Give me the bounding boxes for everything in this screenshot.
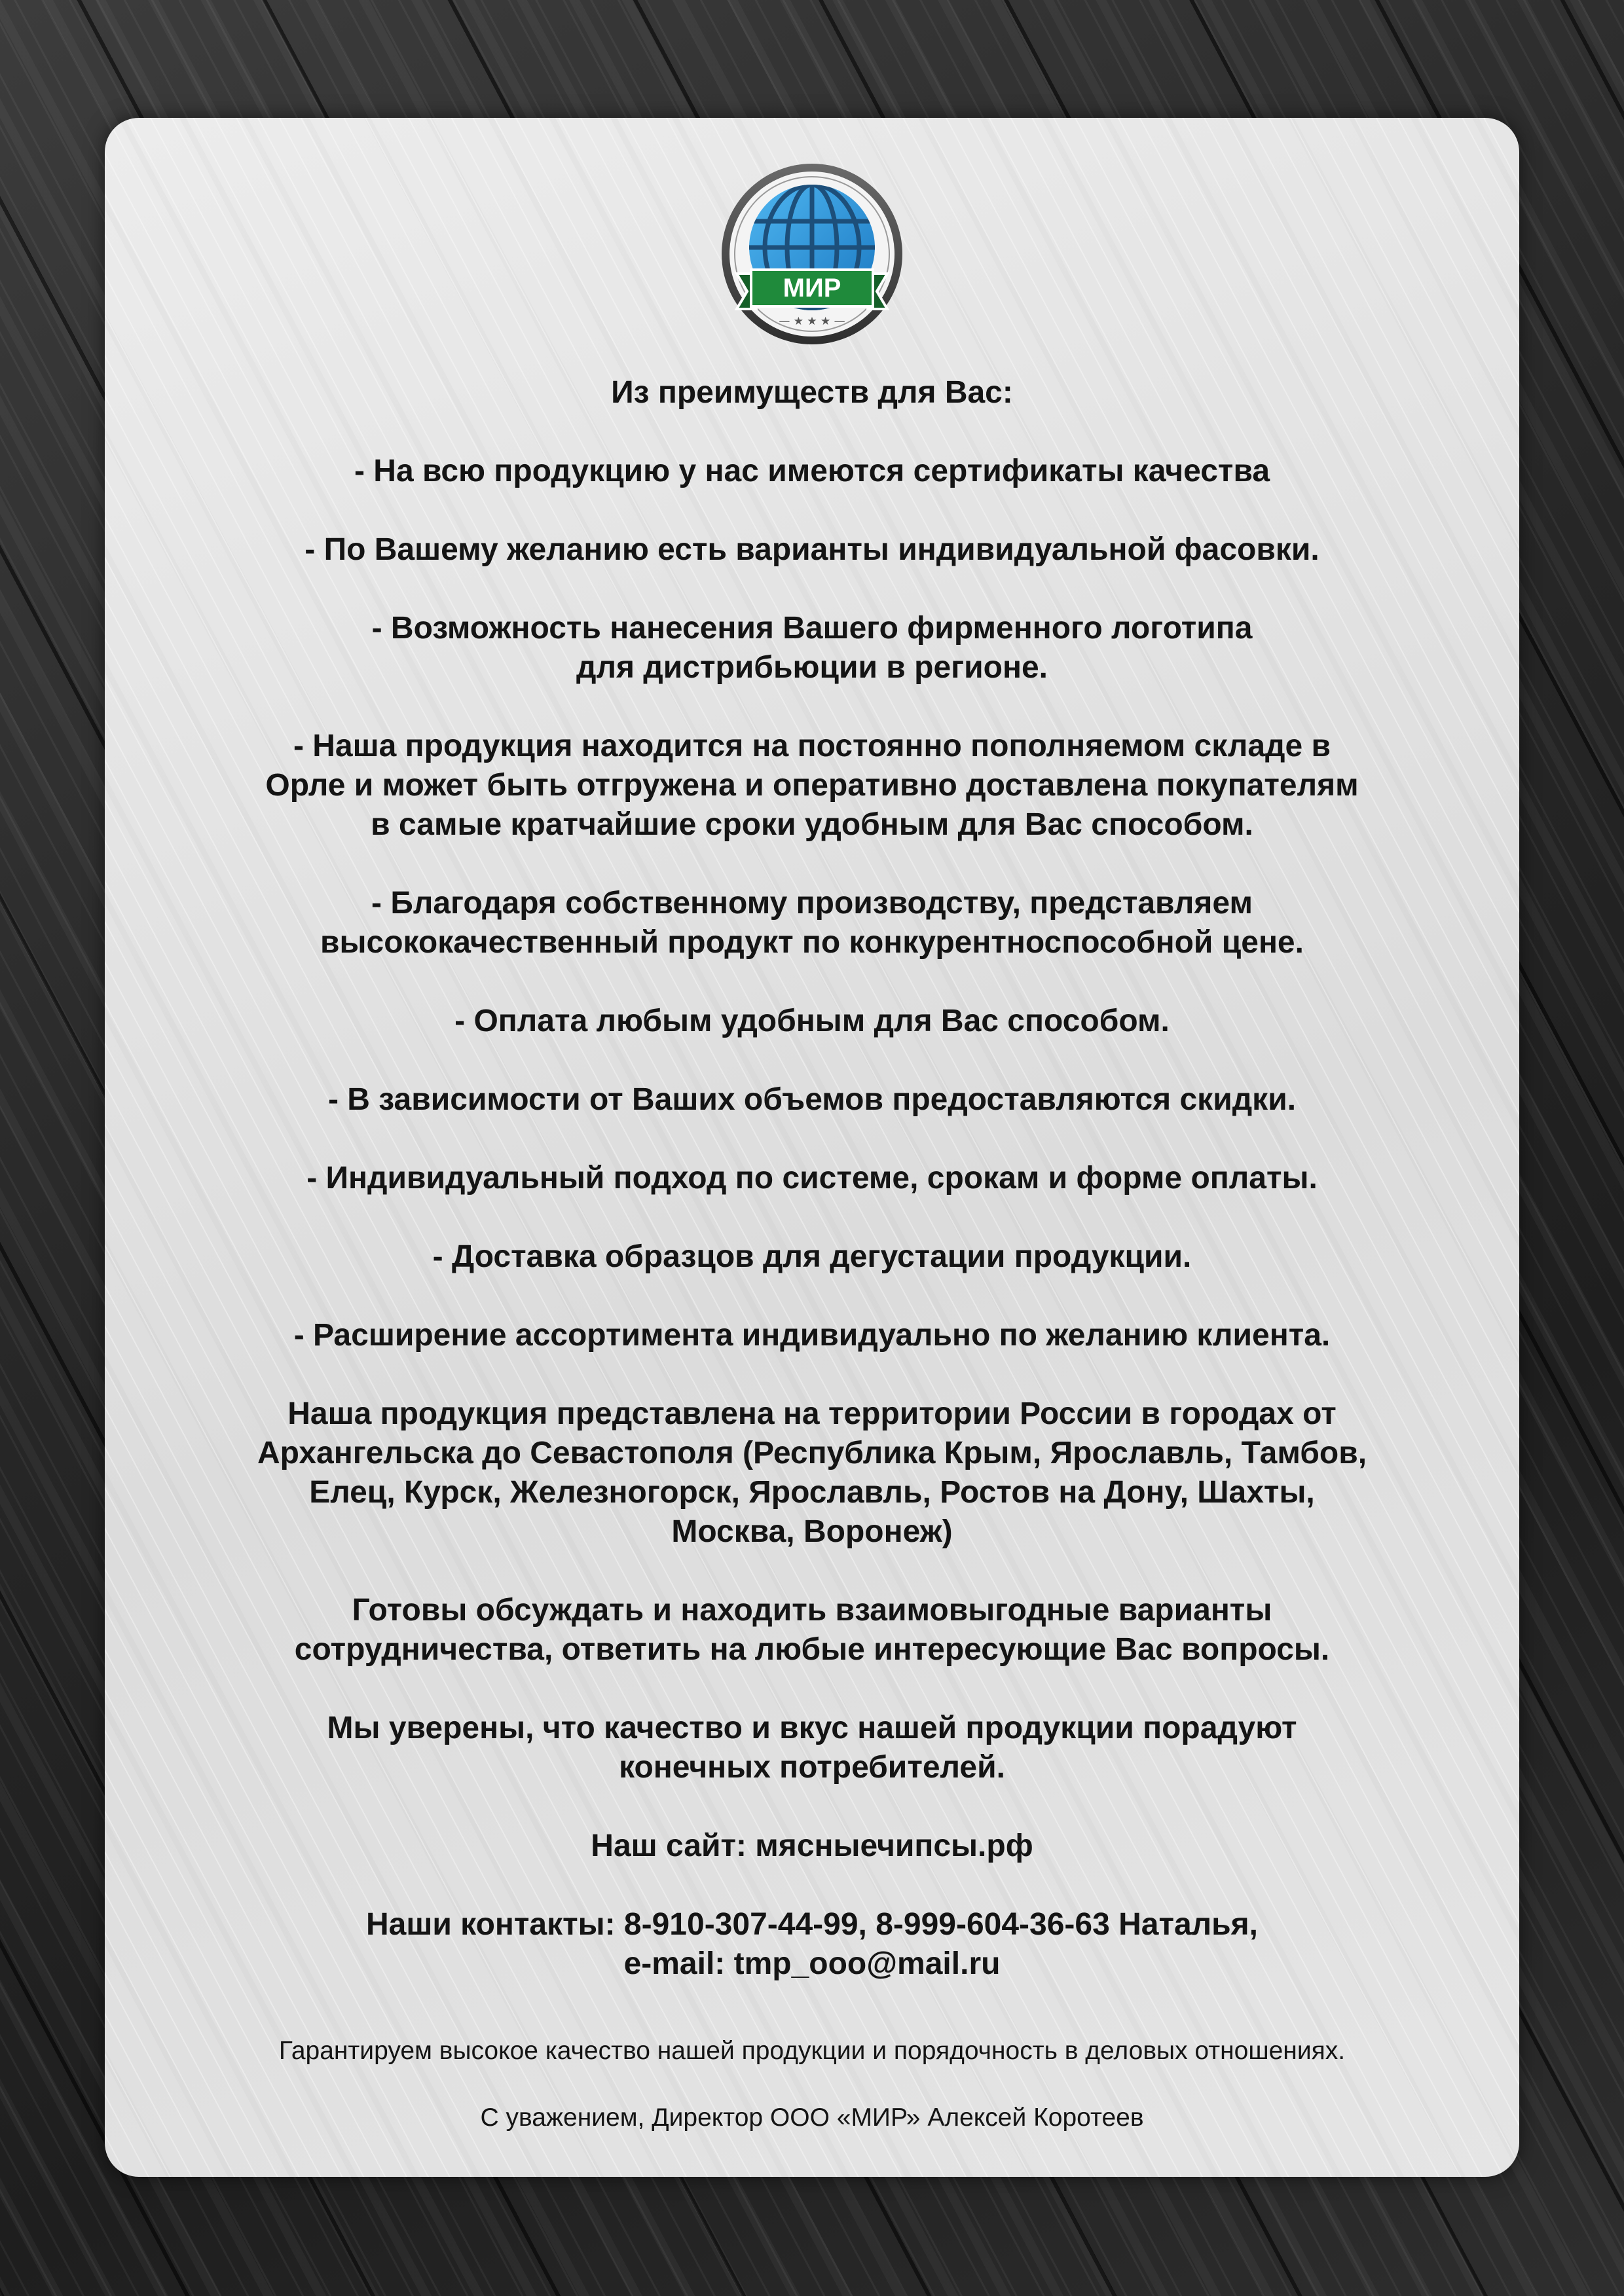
benefit-item: - Наша продукция находится на постоянно пополняемом складе в Орле и может быть отгружена и оперативно доставлена покупателям в самые кратчайшие сроки удобным для Вас способом. <box>265 729 1359 842</box>
logo-stars: — ★ ★ ★ — <box>779 315 845 328</box>
benefit-item: - По Вашему желанию есть варианты индивидуальной фасовки. <box>304 532 1320 567</box>
confidence-paragraph: Мы уверены, что качество и вкус нашей продукции порадуют конечных потребителей. <box>327 1711 1297 1785</box>
regions-paragraph: Наша продукция представлена на территории России в городах от Архангельска до Севастополя (Республика Крым, Ярославль, Тамбов, Елец, Курск, Железногорск, Ярославль, Ростов на Дону, Шахты, Москва, Воронеж) <box>257 1396 1367 1549</box>
guarantee-note: Гарантируем высокое качество нашей продукции и порядочность в деловых отношениях. <box>278 2037 1346 2065</box>
benefit-item: - Оплата любым удобным для Вас способом. <box>454 1004 1170 1038</box>
benefit-item: - Благодаря собственному производству, представляем высококачественный продукт по конкурентноспособной цене. <box>320 886 1304 960</box>
benefit-item: - Индивидуальный подход по системе, срокам и форме оплаты. <box>306 1161 1318 1195</box>
benefit-item: - Доставка образцов для дегустации продукции. <box>432 1239 1192 1274</box>
website-line: Наш сайт: мясныечипсы.рф <box>591 1829 1033 1863</box>
signature-line: С уважением, Директор ООО «МИР» Алексей Коротеев <box>480 2104 1144 2132</box>
globe-logo-icon <box>710 157 913 354</box>
benefit-item: - В зависимости от Ваших объемов предоставляются скидки. <box>327 1082 1297 1117</box>
benefits-heading: Из преимуществ для Вас: <box>611 375 1013 410</box>
benefit-item: - Расширение ассортимента индивидуально по желанию клиента. <box>293 1318 1331 1353</box>
contacts-paragraph: Наши контакты: 8-910-307-44-99, 8-999-604-36-63 Наталья, e-mail: tmp_ooo@mail.ru <box>365 1907 1259 1981</box>
logo-text: МИР <box>783 274 841 302</box>
cooperation-paragraph: Готовы обсуждать и находить взаимовыгодные варианты сотрудничества, ответить на любые интересующие Вас вопросы. <box>294 1593 1330 1667</box>
benefit-item: - На всю продукцию у нас имеются сертификаты качества <box>354 454 1270 488</box>
content-card <box>105 118 1519 2177</box>
company-logo <box>710 157 913 354</box>
benefit-item: - Возможность нанесения Вашего фирменного логотипа для дистрибьюции в регионе. <box>371 611 1253 685</box>
